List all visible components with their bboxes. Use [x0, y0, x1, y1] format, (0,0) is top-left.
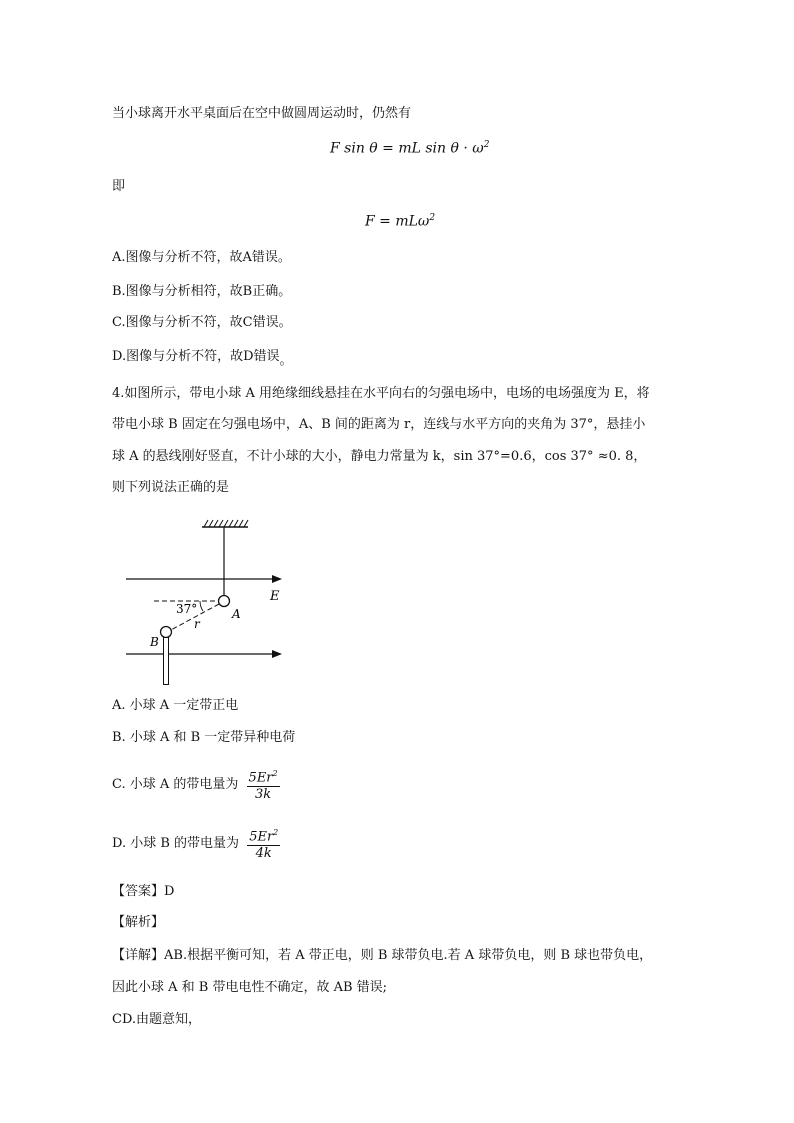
question-line-4: 则下列说法正确的是: [112, 480, 230, 495]
choice-c-numerator: 5Er$^2$: [247, 766, 280, 787]
option-d-prev: [112, 348, 293, 366]
angle-label: 37°: [176, 602, 198, 616]
ball-b: [161, 627, 172, 638]
equation-2-exponent: 2: [429, 213, 436, 223]
ball-a: [219, 596, 230, 607]
detail-line-2: 因此小球 A 和 B 带电电性不确定，故 AB 错误;: [112, 980, 388, 995]
equation-1-exponent: 2: [483, 140, 490, 150]
choice-d: [112, 825, 280, 862]
choice-b: B. 小球 A 和 B 一定带异种电荷: [112, 730, 296, 745]
question-line-1: 4.如图所示，带电小球 A 用绝缘细线悬挂在水平向右的匀强电场中，电场的电场强度为 E，将: [112, 386, 650, 401]
choice-c-prefix: C. 小球 A 的带电量为: [112, 777, 239, 793]
angle-arc: [200, 601, 203, 611]
ball-b-label: B: [150, 635, 159, 649]
choice-c: [112, 766, 280, 803]
detail-line-3: CD.由题意知，: [112, 1012, 202, 1027]
intro-text: 当小球离开水平桌面后在空中做圆周运动时，仍然有: [112, 106, 412, 121]
analysis-heading: 【解析】: [112, 915, 165, 930]
ball-a-label: A: [232, 607, 241, 621]
equation-1: [330, 140, 489, 157]
field-arrow-bottom: [272, 650, 282, 658]
choice-d-numerator: 5Er$^2$: [247, 825, 280, 846]
option-c-prev: C.图像与分析不符，故C错误。: [112, 315, 292, 330]
option-d-prev-end: 。: [279, 353, 293, 368]
equation-2-body: F = mLω: [365, 213, 430, 230]
ceiling-hatching: [204, 520, 248, 527]
choice-c-denominator: 3k: [255, 787, 272, 803]
field-arrow-top: [272, 575, 282, 583]
distance-label: r: [194, 617, 200, 631]
choice-d-fraction: [247, 825, 280, 862]
choice-c-fraction: [247, 766, 280, 803]
ji-text: 即: [112, 179, 126, 194]
answer-line: 【答案】D: [112, 884, 175, 899]
option-d-prev-text: D.图像与分析不符，故D错误: [112, 349, 280, 364]
equation-2: [365, 213, 435, 230]
choice-d-prefix: D. 小球 B 的带电量为: [112, 836, 240, 852]
ball-b-stand: [164, 638, 169, 685]
option-b-prev: B.图像与分析相符，故B正确。: [112, 284, 292, 299]
choice-a: A. 小球 A 一定带正电: [112, 698, 239, 713]
question-line-3: 球 A 的悬线刚好竖直，不计小球的大小，静电力常量为 k，sin 37°=0.6，cos 37° ≈0. 8，: [112, 449, 647, 464]
equation-1-body: F sin θ = mL sin θ · ω: [330, 140, 484, 157]
choice-d-denominator: 4k: [255, 846, 272, 862]
detail-line-1: 【详解】AB.根据平衡可知，若 A 带正电，则 B 球带负电.若 A 球带负电，则 B 球也带负电，: [112, 948, 653, 963]
option-a-prev: A.图像与分析不符，故A错误。: [112, 250, 291, 265]
question-line-2: 带电小球 B 固定在匀强电场中，A、B 间的距离为 r，连线与水平方向的夹角为 37°，悬挂小: [112, 417, 646, 432]
field-label: E: [270, 589, 280, 604]
field-diagram: [120, 515, 290, 687]
